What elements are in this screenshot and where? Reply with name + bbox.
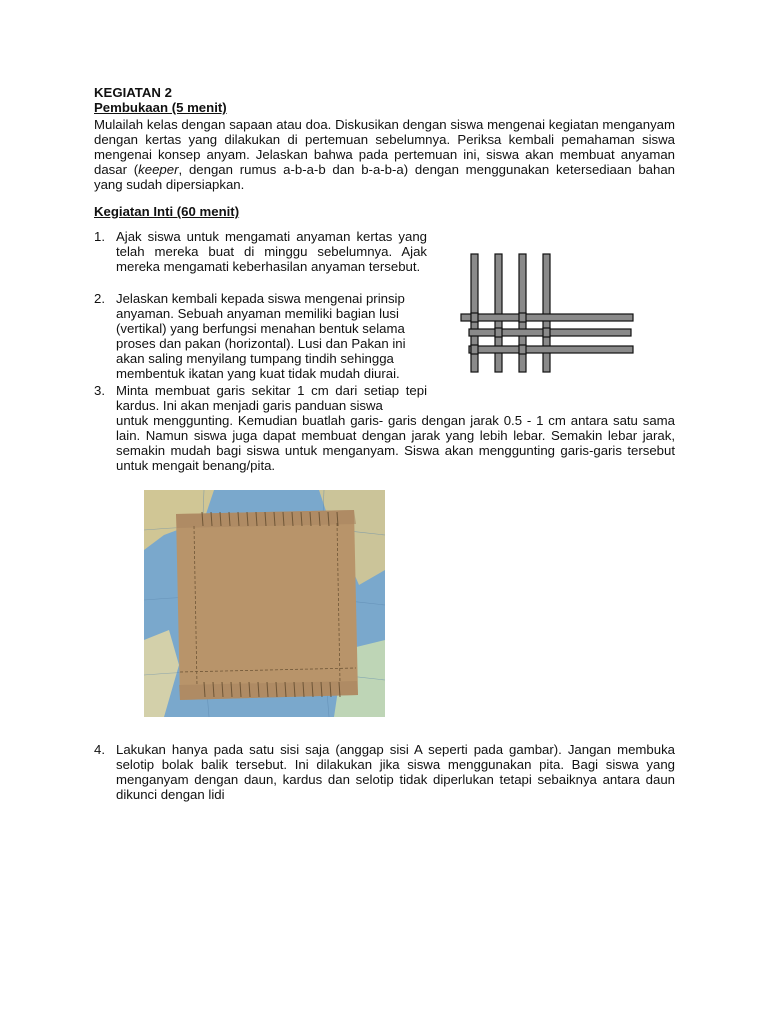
weft-strip-1: [461, 314, 633, 321]
weave-diagram: [455, 250, 635, 376]
list-item-2: Jelaskan kembali kepada siswa mengenai prinsip anyaman. Sebuah anyaman memiliki bagian lusi (vertikal) yang berfungsi menahan bentuk selama proses dan pakan (horizontal). Lusi dan Pakan ini akan saling menyilang tumpang tindih sehingga membentuk ikatan yang kuat tidak mudah diurai.: [116, 291, 406, 381]
list-number-4: 4.: [94, 742, 105, 757]
cardboard-photo: [144, 490, 385, 717]
weft-strip-3: [469, 346, 633, 353]
cardboard-photo-image: [144, 490, 385, 717]
warp-strip-4: [543, 254, 550, 372]
list-number-1: 1.: [94, 229, 105, 244]
warp-over-segment: [471, 313, 478, 322]
document-title: KEGIATAN 2: [94, 85, 172, 100]
warp-over-segment: [495, 328, 502, 337]
list-item-3-wide: untuk menggunting. Kemudian buatlah garis- garis dengan jarak 0.5 - 1 cm antara satu sama lain. Namun siswa juga dapat membuat dengan jarak yang lebih lebar. Semakin lebar jarak, semakin mudah bagi siswa untuk menganyam. Siswa akan menggunting garis-garis tersebut untuk mengait benang/pita.: [116, 413, 675, 473]
inti-heading: Kegiatan Inti (60 menit): [94, 204, 240, 219]
list-item-1: Ajak siswa untuk mengamati anyaman kertas yang telah mereka buat di minggu sebelumnya. Ajak mereka mengamati keberhasilan anyaman tersebut.: [116, 229, 427, 274]
pembukaan-paragraph: [94, 117, 675, 192]
cardboard-sheet: [176, 510, 358, 700]
warp-over-segment: [543, 328, 550, 337]
warp-over-segment: [519, 313, 526, 322]
list-item-4: Lakukan hanya pada satu sisi saja (anggap sisi A seperti pada gambar). Jangan membuka selotip bolak balik tersebut. Ini dilakukan jika siswa menggunakan pita. Bagi siswa yang menganyam dengan daun, kardus dan selotip tidak diperlukan tetapi sebaiknya antara daun dikunci dengan lidi: [116, 742, 675, 802]
list-item-3-narrow: Minta membuat garis sekitar 1 cm dari setiap tepi kardus. Ini akan menjadi garis panduan siswa: [116, 383, 427, 413]
pembukaan-heading: Pembukaan (5 menit): [94, 100, 227, 115]
pembukaan-text-italic: keeper: [138, 162, 179, 177]
pembukaan-text-1: Mulailah kelas dengan sapaan atau doa. Diskusikan dengan siswa mengenai kegiatan menganyam dengan kertas yang dilakukan di pertemuan sebelumnya. Periksa kembali pemahaman siswa mengenai konsep anyam. Jelaskan bahwa pada pertemuan ini, siswa akan membuat anyaman dasar (: [94, 117, 675, 177]
warp-strip-2: [495, 254, 502, 372]
warp-over-segment: [519, 345, 526, 354]
list-number-2: 2.: [94, 291, 105, 306]
warp-over-segment: [471, 345, 478, 354]
pembukaan-text-2: , dengan rumus a-b-a-b dan b-a-b-a) dengan menggunakan ketersediaan bahan yang sudah dipersiapkan.: [94, 162, 676, 192]
list-number-3: 3.: [94, 383, 105, 398]
